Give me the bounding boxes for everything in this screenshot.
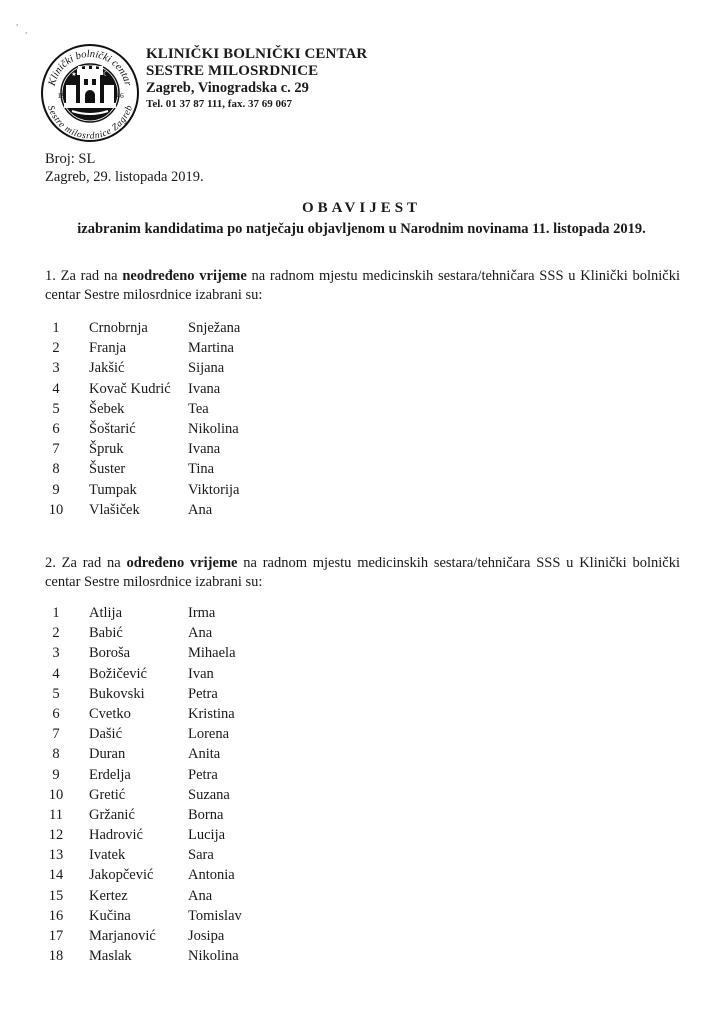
candidate-surname: Gretić [89, 786, 126, 803]
org-address: Zagreb, Vinogradska c. 29 [146, 80, 309, 96]
candidate-name: Ana [188, 625, 213, 642]
candidate-surname: Hadrović [89, 827, 143, 844]
candidate-name: Martina [188, 340, 234, 357]
candidate-row [0, 358, 723, 378]
candidate-number: 2 [52, 625, 60, 642]
candidate-name: Ivana [188, 441, 221, 458]
candidate-name: Nikolina [188, 420, 239, 437]
candidate-row [0, 724, 723, 744]
candidate-surname: Babić [89, 625, 123, 642]
candidate-row [0, 926, 723, 946]
candidate-name: Tina [188, 461, 215, 478]
candidate-surname: Jakopčević [89, 867, 154, 884]
candidate-number: 11 [49, 806, 63, 823]
candidate-number: 1 [52, 605, 60, 621]
candidate-row [0, 906, 723, 926]
candidate-row [0, 664, 723, 684]
candidate-surname: Maslak [89, 948, 132, 965]
candidate-number: 6 [52, 705, 60, 722]
candidate-number: 9 [52, 766, 60, 783]
candidate-surname: Ivatek [89, 847, 126, 864]
candidate-number: 4 [52, 665, 60, 682]
candidate-name: Josipa [188, 928, 225, 944]
candidate-name: Anita [188, 746, 221, 763]
candidate-name: Suzana [188, 786, 230, 803]
scan-specks: , , [16, 17, 28, 35]
candidate-surname: Boroša [89, 645, 131, 662]
candidate-surname: Dašić [89, 726, 123, 743]
candidate-surname: Crnobrnja [89, 320, 148, 336]
candidate-name: Ana [188, 501, 213, 518]
document-meta [45, 150, 204, 186]
section2-intro-start: 2. Za rad na [45, 555, 127, 571]
candidate-row [0, 338, 723, 358]
candidate-number: 8 [52, 461, 60, 478]
org-name-line1: KLINIČKI BOLNIČKI CENTAR [146, 46, 368, 62]
candidate-number: 7 [52, 441, 60, 458]
candidate-row [0, 379, 723, 399]
document-subtitle: izabranim kandidatima po natječaju objavljenom u Narodnim novinama 11. listopada 2019. [77, 221, 646, 237]
candidate-name: Antonia [188, 867, 235, 884]
candidate-number: 10 [48, 786, 64, 803]
candidate-surname: Marjanović [89, 928, 156, 944]
candidate-name: Kristina [188, 705, 235, 722]
seal-year-right: 46 [116, 91, 124, 100]
section2-intro-emphasis: određeno vrijeme [126, 555, 238, 571]
candidate-surname: Kovač Kudrić [89, 380, 171, 397]
candidate-row [0, 419, 723, 439]
candidate-row [0, 744, 723, 764]
section1-intro-end: na radnom mjestu medicinskih sestara/tehničara SSS u Klinički bolnički centar Sestre milosrdnice izabrani su: [45, 268, 680, 303]
candidate-name: Ivan [188, 665, 214, 682]
candidate-row [0, 399, 723, 419]
candidate-row [0, 643, 723, 663]
candidate-surname: Gržanić [89, 806, 135, 823]
candidate-surname: Jakšić [89, 360, 125, 377]
candidate-surname: Kertez [89, 887, 128, 904]
candidate-row [0, 825, 723, 845]
candidate-row [0, 684, 723, 704]
candidate-surname: Cvetko [89, 705, 131, 722]
candidate-name: Mihaela [188, 645, 236, 662]
section2-intro [45, 554, 680, 592]
candidate-row [0, 500, 723, 520]
document-title: OBAVIJEST [301, 200, 422, 216]
section1-intro-emphasis: neodređeno vrijeme [122, 268, 247, 284]
candidate-surname: Franja [89, 340, 127, 357]
candidate-number: 2 [52, 340, 60, 357]
candidate-name: Snježana [188, 320, 241, 336]
candidate-name: Tomislav [188, 907, 242, 924]
reference-number: Broj: SL [45, 151, 96, 167]
candidate-number: 14 [48, 867, 64, 884]
candidate-number: 3 [52, 360, 60, 377]
org-phone: Tel. 01 37 87 111, fax. 37 69 067 [146, 98, 292, 110]
candidate-row [0, 865, 723, 885]
section1-intro-start: 1. Za rad na [45, 268, 123, 284]
candidate-surname: Atlija [89, 605, 123, 621]
candidate-row [0, 704, 723, 724]
section1-intro [45, 267, 680, 305]
candidate-row [0, 459, 723, 479]
candidate-number: 5 [52, 685, 60, 702]
candidate-row [0, 480, 723, 500]
candidate-row [0, 886, 723, 906]
candidate-number: 1 [52, 320, 60, 336]
candidate-surname: Vlašiček [89, 501, 140, 518]
candidate-row [0, 623, 723, 643]
section2-intro-end: na radnom mjestu medicinskih sestara/tehničara SSS u Klinički bolnički centar Sestre milosrdnice izabrani su: [45, 555, 681, 590]
candidate-surname: Duran [89, 746, 126, 763]
candidate-name: Nikolina [188, 948, 239, 965]
candidate-number: 16 [48, 907, 64, 924]
candidate-surname: Bukovski [89, 685, 145, 702]
candidate-row [0, 785, 723, 805]
candidate-number: 7 [52, 726, 60, 743]
svg-text:☾: ☾ [102, 70, 110, 78]
candidate-surname: Špruk [89, 441, 124, 458]
candidate-surname: Šuster [89, 461, 126, 478]
candidate-name: Lucija [188, 827, 226, 844]
candidate-name: Petra [188, 766, 218, 783]
candidate-surname: Božičević [89, 665, 147, 682]
candidate-name: Petra [188, 685, 218, 702]
candidate-number: 13 [48, 847, 64, 864]
candidate-number: 9 [52, 481, 60, 498]
candidate-number: 12 [48, 827, 64, 844]
candidate-number: 4 [52, 380, 60, 397]
seal-text-top: Klinički bolnički centar [46, 48, 134, 88]
hospital-seal-logo [40, 43, 140, 143]
candidate-number: 15 [48, 887, 64, 904]
candidate-number: 6 [52, 420, 60, 437]
candidate-number: 8 [52, 746, 60, 763]
candidate-name: Sijana [188, 360, 225, 377]
candidate-number: 5 [52, 400, 60, 417]
svg-text:★: ★ [71, 72, 77, 78]
candidate-surname: Kučina [89, 907, 131, 924]
candidate-name: Viktorija [188, 481, 240, 498]
candidate-name: Tea [188, 400, 209, 417]
org-name-line2: SESTRE MILOSRDNICE [146, 63, 319, 79]
candidate-name: Irma [188, 605, 216, 621]
org-header [146, 46, 367, 112]
candidate-name: Sara [188, 847, 214, 864]
candidate-number: 3 [52, 645, 60, 662]
candidate-name: Ivana [188, 380, 221, 397]
seal-year-left: 18 [57, 91, 65, 100]
section2-candidate-list [0, 603, 723, 966]
candidate-name: Lorena [188, 726, 230, 743]
candidate-number: 17 [48, 928, 64, 944]
candidate-surname: Erdelja [89, 766, 131, 783]
candidate-row [0, 318, 723, 338]
candidate-surname: Šebek [89, 400, 125, 417]
candidate-row [0, 765, 723, 785]
candidate-row [0, 603, 723, 623]
candidate-row [0, 845, 723, 865]
candidate-name: Ana [188, 887, 213, 904]
candidate-surname: Tumpak [89, 481, 137, 498]
section1-candidate-list [0, 318, 723, 520]
candidate-row [0, 439, 723, 459]
candidate-number: 10 [48, 501, 64, 518]
candidate-row [0, 805, 723, 825]
candidate-surname: Šoštarić [89, 420, 136, 437]
candidate-number: 18 [48, 948, 64, 965]
seal-text-bottom: Sestre milosrdnice Zagreb [45, 104, 135, 142]
place-date: Zagreb, 29. listopada 2019. [45, 169, 204, 185]
candidate-row [0, 946, 723, 966]
candidate-name: Borna [188, 806, 224, 823]
